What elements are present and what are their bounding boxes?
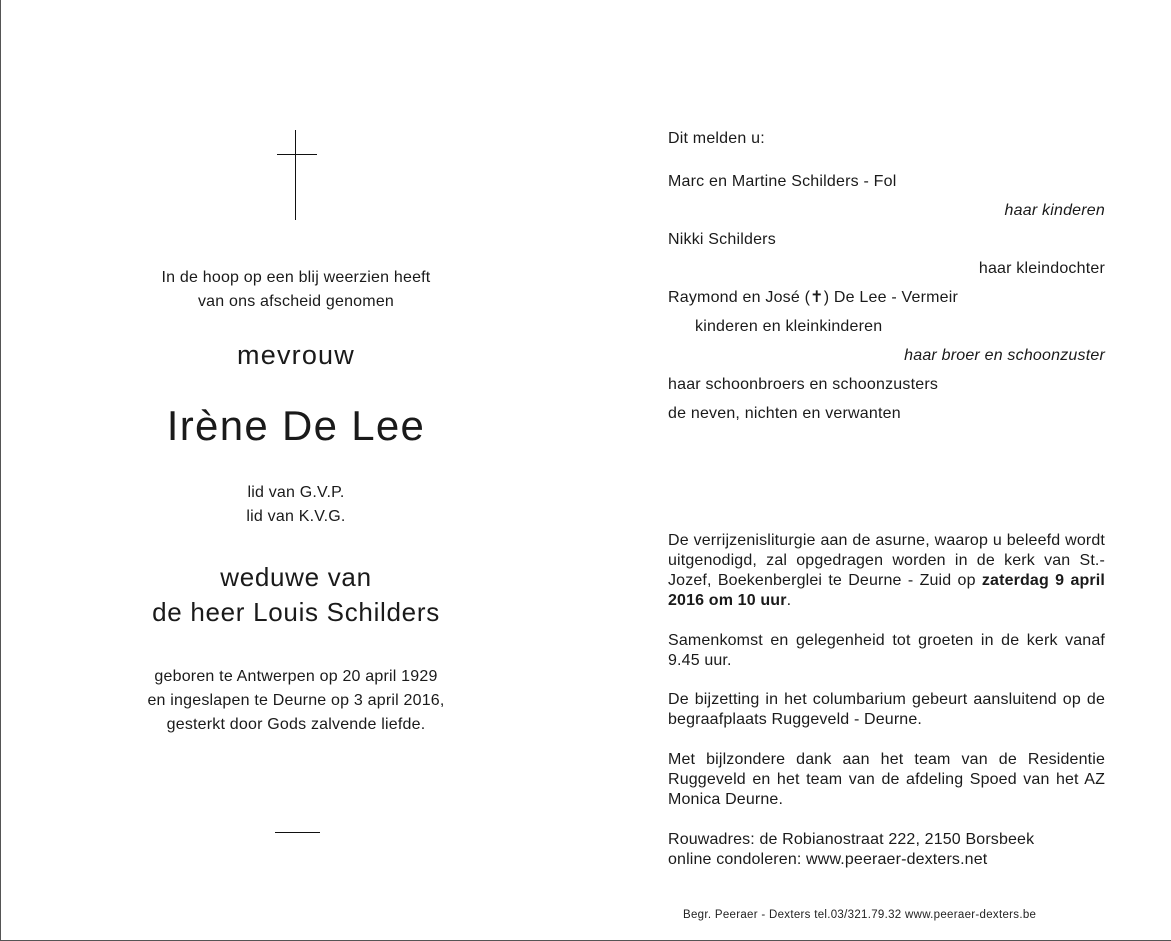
widow-of xyxy=(1,560,591,630)
intro-text xyxy=(1,266,591,314)
liturgy-date: zaterdag 9 april 2016 om 10 uur xyxy=(668,572,1105,609)
born-line-1: geboren te Antwerpen op 20 april 1929 xyxy=(154,668,438,685)
family-relation: haar kinderen xyxy=(1004,202,1105,219)
family-relation: haar kleindochter xyxy=(978,260,1105,277)
burial-paragraph: De bijzetting in het columbarium gebeurt aansluitend op de begraafplaats Ruggeveld - Deurne. xyxy=(668,691,1105,728)
liturgy-paragraph xyxy=(668,531,1105,611)
widow-line-2: de heer Louis Schilders xyxy=(152,597,440,627)
memberships xyxy=(1,481,591,529)
mourning-address: Rouwadres: de Robianostraat 222, 2150 Borsbeek xyxy=(668,831,1035,848)
widow-line-1: weduwe van xyxy=(220,562,372,592)
liturgy-end: . xyxy=(786,592,792,609)
online-condolence: online condoleren: www.peeraer-dexters.net xyxy=(668,851,988,868)
title-mevrouw: mevrouw xyxy=(237,340,355,370)
born-line-3: gesterkt door Gods zalvende liefde. xyxy=(166,716,426,733)
membership-1: lid van G.V.P. xyxy=(247,484,345,501)
family-line: kinderen en kleinkinderen xyxy=(695,318,883,335)
cross-icon xyxy=(277,130,317,220)
family-line: de neven, nichten en verwanten xyxy=(668,405,901,422)
announcement-heading: Dit melden u: xyxy=(668,130,765,147)
birth-death-text xyxy=(1,665,591,737)
family-line: haar schoonbroers en schoonzusters xyxy=(668,376,939,393)
membership-2: lid van K.V.G. xyxy=(246,508,346,525)
deceased-name: Irène De Lee xyxy=(166,402,426,449)
thanks-paragraph: Met bijlzondere dank aan het team van de Residentie Ruggeveld en het team van de afdeling Spoed van het AZ Monica Deurne. xyxy=(668,751,1105,808)
family-line: Nikki Schilders xyxy=(668,231,776,248)
family-line: Raymond en José (✝) De Lee - Vermeir xyxy=(668,289,959,306)
born-line-2: en ingeslapen te Deurne op 3 april 2016, xyxy=(147,692,445,709)
divider-dash xyxy=(275,832,320,833)
left-panel xyxy=(1,0,591,941)
liturgy-text: De verrijzenisliturgie aan de asurne, waarop u beleefd wordt uitgenodigd, zal opgedragen worden in de kerk van St.-Jozef, Boekenberglei te Deurne - Zuid op xyxy=(668,532,1105,589)
gathering-paragraph: Samenkomst en gelegenheid tot groeten in de kerk vanaf 9.45 uur. xyxy=(668,632,1105,669)
intro-line-1: In de hoop op een blij weerzien heeft xyxy=(161,269,431,286)
family-relation: haar broer en schoonzuster xyxy=(904,347,1105,364)
family-line: Marc en Martine Schilders - Fol xyxy=(668,173,897,190)
funeral-home-footer: Begr. Peeraer - Dexters tel.03/321.79.32 www.peeraer-dexters.be xyxy=(683,909,1037,921)
intro-line-2: van ons afscheid genomen xyxy=(197,293,395,310)
